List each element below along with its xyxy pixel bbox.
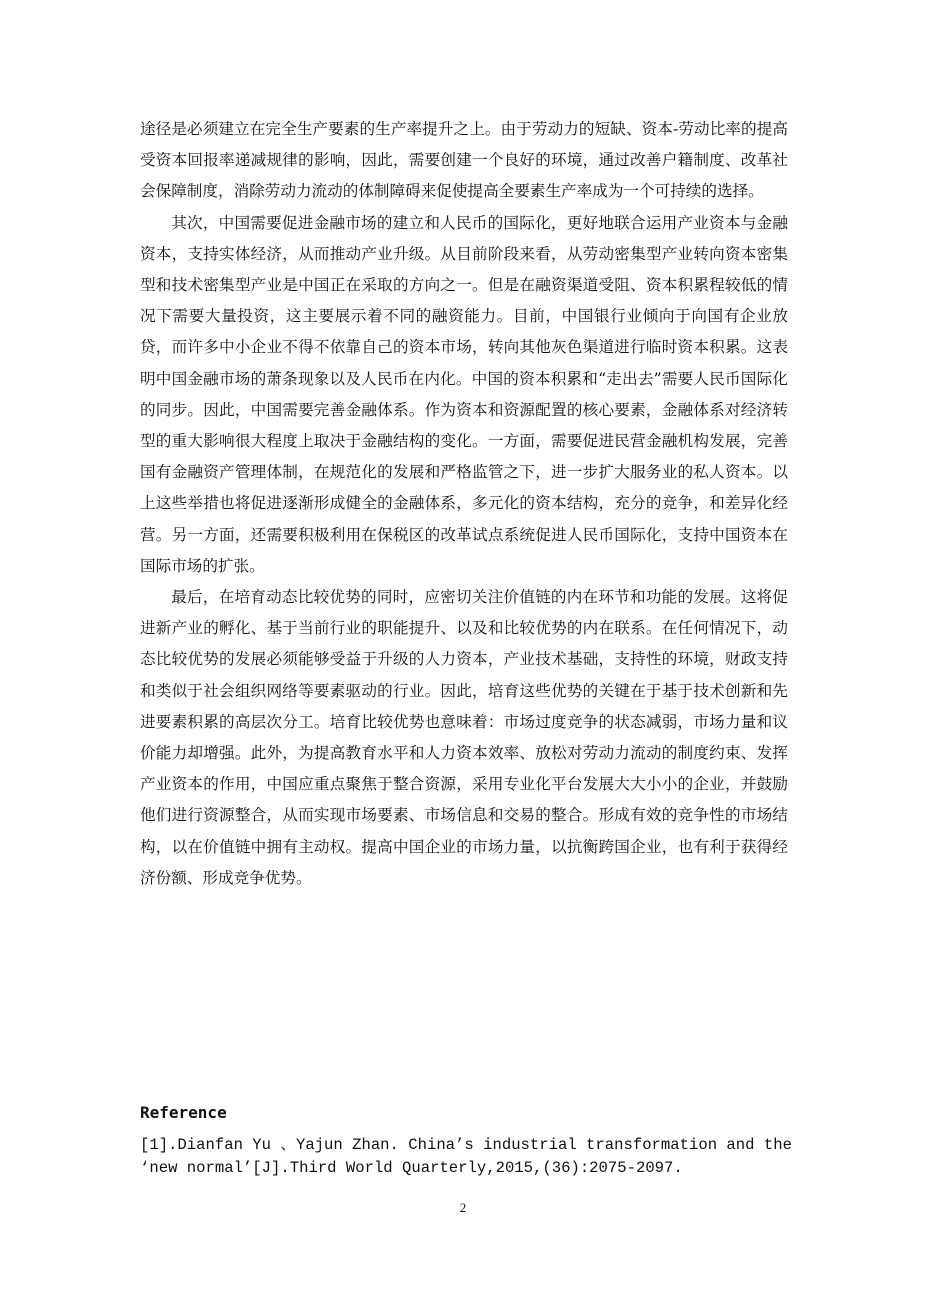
paragraph-continuation: 途径是必须建立在完全生产要素的生产率提升之上。由于劳动力的短缺、资本-劳动比率的提高受资本回报率递减规律的影响，因此，需要创建一个良好的环境，通过改善户籍制度、改革社会保障制度，消除劳动力流动的体制障碍来促使提高全要素生产率成为一个可持续的选择。 (140, 120, 788, 201)
paragraph-finance: 其次，中国需要促进金融市场的建立和人民币的国际化，更好地联合运用产业资本与金融资本，支持实体经济，从而推动产业升级。从目前阶段来看，从劳动密集型产业转向资本密集型和技术密集型产业是中国正在采取的方向之一。但是在融资渠道受阻、资本积累程较低的情况下需要大量投资，这主要展示着不同的融资能力。目前，中国银行业倾向于向国有企业放贷，而许多中小企业不得不依靠自己的资本市场，转向其他灰色渠道进行临时资本积累。这表明中国金融市场的萧条现象以及人民币在内化。中国的资本积累和“走出去”需要人民币国际化的同步。因此，中国需要完善金融体系。作为资本和资源配置的核心要素，金融体系对经济转型的重大影响很大程度上取决于金融结构的变化。一方面，需要促进民营金融机构发展，完善国有金融资产管理体制，在规范化的发展和严格监管之下，进一步扩大服务业的私人资本。以上这些举措也将促进逐渐形成健全的金融体系，多元化的资本结构，充分的竞争，和差异化经营。另一方面，还需要积极利用在保税区的改革试点系统促进人民币国际化，支持中国资本在国际市场的扩张。 (140, 213, 788, 575)
reference-heading: Reference (140, 1103, 227, 1122)
paragraph-comparative-advantage: 最后，在培育动态比较优势的同时，应密切关注价值链的内在环节和功能的发展。这将促进新产业的孵化、基于当前行业的职能提升、以及和比较优势的内在联系。在任何情况下，动态比较优势的发展必须能够受益于升级的人力资本，产业技术基础，支持性的环境，财政支持和类似于社会组织网络等要素驱动的行业。因此，培育这些优势的关键在于基于技术创新和先进要素积累的高层次分工。培育比较优势也意味着：市场过度竞争的状态减弱，市场力量和议价能力却增强。此外，为提高教育水平和人力资本效率、放松对劳动力流动的制度约束、发挥产业资本的作用，中国应重点聚焦于整合资源，采用专业化平台发展大大小小的企业，并鼓励他们进行资源整合，从而实现市场要素、市场信息和交易的整合。形成有效的竞争性的市场结构，以在价值链中拥有主动权。提高中国企业的市场力量，以抗衡跨国企业，也有利于获得经济份额、形成竞争优势。 (140, 588, 788, 887)
body-text (140, 114, 788, 894)
page-number: 2 (459, 1200, 467, 1215)
reference-item: [1].Dianfan Yu 、Yajun Zhan. China’s industrial transformation and the ‘new normal’[J].Third World Quarterly,2015,(36):2075-2097. (140, 1136, 802, 1177)
